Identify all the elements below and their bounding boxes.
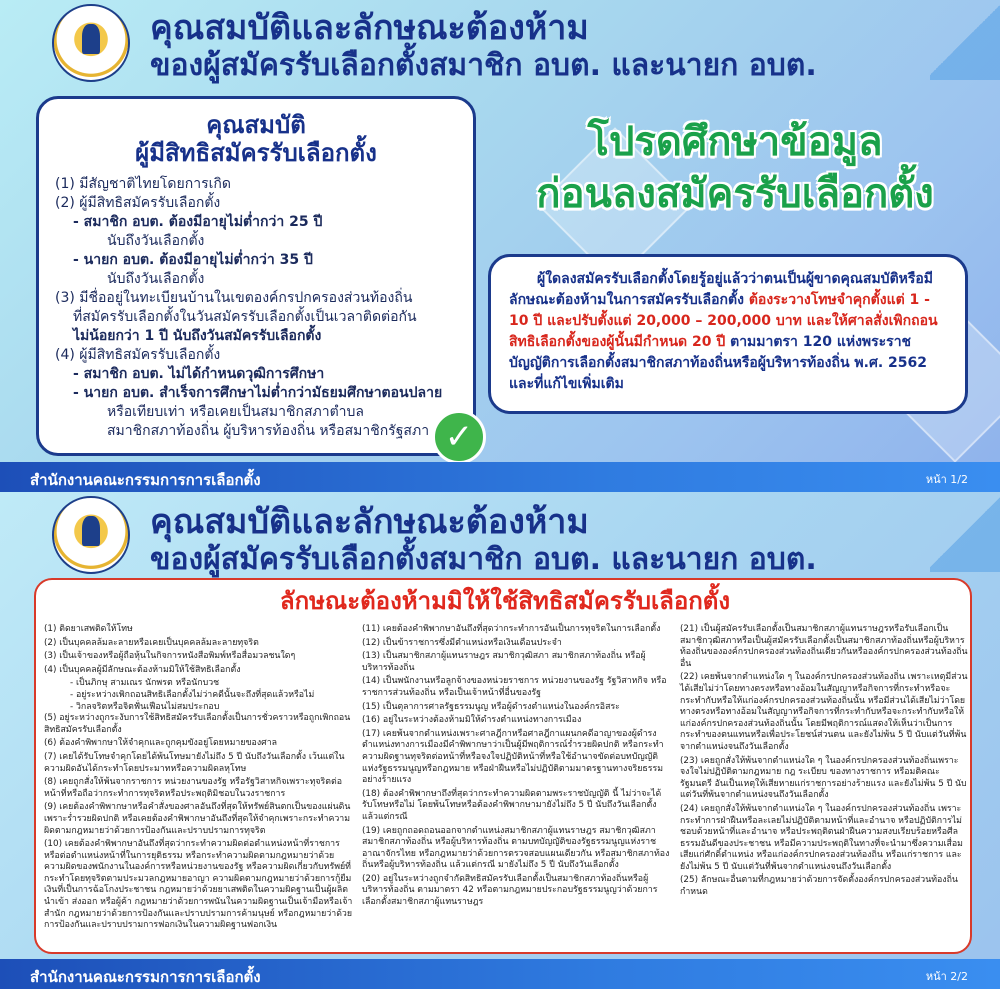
prohibitions-heading: ลักษณะต้องห้ามมิให้ใช้สิทธิสมัครรับเลือกตั้ง — [279, 587, 731, 615]
list-item: (25) ลักษณะอื่นตามที่กฎหมายว่าด้วยการจัดตั้งองค์กรปกครองส่วนท้องถิ่นกำหนด — [680, 875, 958, 898]
list-item: (7) เคยได้รับโทษจำคุกโดยได้พ้นโทษมายังไม่ถึง 5 ปี นับถึงวันเลือกตั้ง เว้นแต่ในความผิดอันได้กระทำโดยประมาทหรือความผิดลหุโทษ — [44, 751, 345, 774]
page-number: หน้า 2/2 — [925, 970, 968, 983]
slide-prohibitions — [0, 492, 1000, 989]
prohibitions-card — [34, 578, 972, 954]
list-item: (2) เป็นบุคคลล้มละลายหรือเคยเป็นบุคคลล้มละลายทุจริต — [44, 637, 259, 648]
footer-bar — [0, 462, 1000, 492]
list-item: (21) เป็นผู้สมัครรับเลือกตั้งเป็นสมาชิกสภาผู้แทนราษฎรหรือรับเลือกเป็นสมาชิกวุฒิสภาหรือเป็นผู้สมัครรับเลือกตั้งเป็นสมาชิกสภาท้องถิ่นหรือผู้บริหารท้องถิ่นขององค์กรปกครองส่วนท้องถิ่นเดียวกันหรือองค์กรปกครองส่วนท้องถิ่นอื่น — [680, 624, 968, 669]
list-item: (15) เป็นตุลาการศาลรัฐธรรมนูญ หรือผู้ดำรงตำแหน่งในองค์กรอิสระ — [362, 701, 620, 712]
footer-organization: สำนักงานคณะกรรมการการเลือกตั้ง — [30, 968, 261, 986]
callout-line-1: โปรดศึกษาข้อมูล — [587, 119, 883, 165]
check-circle-icon: ✓ — [432, 410, 486, 464]
title-line-2: ของผู้สมัครรับเลือกตั้งสมาชิก อบต. และนายก อบต. — [150, 542, 817, 577]
ect-logo-icon — [52, 4, 130, 82]
prohibitions-column-3 — [680, 624, 968, 901]
list-item: (14) เป็นพนักงานหรือลูกจ้างของหน่วยราชการ หน่วยงานของรัฐ รัฐวิสาหกิจ หรือราชการส่วนท้องถิ่น หรือเป็นเจ้าหน้าที่อื่นของรัฐ — [362, 676, 667, 698]
list-item: (9) เคยต้องคำพิพากษาหรือคำสั่งของศาลอันถึงที่สุดให้ทรัพย์สินตกเป็นของแผ่นดินเพราะร่ำรวยผิดปกติ หรือเคยต้องคำพิพากษาอันถึงที่สุดให้จำคุกเพราะกระทำความผิดตามกฎหมายว่าด้วยการป้องกันและปราบปรามการทุจริต — [44, 802, 351, 836]
list-item: สมาชิกสภาท้องถิ่น ผู้บริหารท้องถิ่น หรือสมาชิกรัฐสภา — [107, 423, 430, 439]
page-title — [150, 8, 817, 84]
list-item: (19) เคยถูกถอดถอนออกจากตำแหน่งสมาชิกสภาผู้แทนราษฎร สมาชิกวุฒิสภา สมาชิกสภาท้องถิ่น หรือผู้บริหารท้องถิ่น ตามบทบัญญัติของรัฐธรรมนูญแห่งราชอาณาจักรไทย หรือกฎหมายว่าด้วยการตรวจสอบแผนเดียวกัน หรือสมาชิกสภาท้องถิ่นหรือผู้บริหารท้องถิ่น แล้วแต่กรณี มายังไม่ถึง 5 ปี นับถึงวันเลือกตั้ง — [362, 825, 670, 871]
list-item: - สมาชิก อบต. ต้องมีอายุไม่ต่ำกว่า 25 ปี — [73, 214, 323, 230]
list-item: (18) ต้องคำพิพากษาถึงที่สุดว่ากระทำความผิดตามพระราชบัญญัติ นี้ ไม่ว่าจะได้รับโทษหรือไม่ โดยพ้นโทษหรือต้องคำพิพากษามายังไม่ถึง 5 ปี นับถึงวันเลือกตั้ง แล้วแต่กรณี — [362, 788, 662, 822]
list-item: นับถึงวันเลือกตั้ง — [107, 233, 205, 249]
list-item: - สมาชิก อบต. ไม่ได้กำหนดวุฒิการศึกษา — [73, 366, 325, 382]
list-item: (22) เคยพ้นจากตำแหน่งใด ๆ ในองค์กรปกครองส่วนท้องถิ่น เพราะเหตุมีส่วนได้เสียไม่ว่าโดยทางตรงหรือทางอ้อมในสัญญาหรือกิจการที่กระทำหรือจะกระทำกับหรือให้แก่องค์กรปกครองส่วนท้องถิ่นนั้น หรือมีส่วนได้เสียไม่ว่าโดยทางตรงหรือทางอ้อมในสัญญาหรือกิจการที่กระทำกับหรือจะกระทำกับหรือให้แก่องค์กรปกครองส่วนท้องถิ่นนั้น โดยมีพฤติการณ์แสดงให้เห็นว่าเป็นการกระทำของตนแทนหรือเพื่อประโยชน์ส่วนตน และยังไม่พ้น 5 ปี นับแต่วันที่พ้นจากตำแหน่งจนถึงวันเลือกตั้ง — [680, 672, 968, 752]
list-item: (24) เคยถูกสั่งให้พ้นจากตำแหน่งใด ๆ ในองค์กรปกครองส่วนท้องถิ่น เพราะกระทำการฝ่าฝืนหรือละเลยไม่ปฏิบัติตามหน้าที่และอำนาจ หรือปฏิบัติการไม่ชอบด้วยหน้าที่และอำนาจ หรือประพฤติตนฝ่าฝืนความสงบเรียบร้อยหรือศีลธรรมอันดีของประชาชน หรือมีความประพฤติในทางที่จะนำมาซึ่งความเสื่อมเสียแก่ศักดิ์ตำแหน่ง หรือแก่องค์กรปกครองส่วนท้องถิ่น หรือแก่ราชการ และยังไม่พ้น 5 ปี นับแต่วันที่พ้นจากตำแหน่งจนถึงวันเลือกตั้ง — [680, 803, 963, 872]
qualifications-subheading: ผู้มีสิทธิสมัครรับเลือกตั้ง — [135, 139, 377, 167]
list-item: (4) เป็นบุคคลผู้มีลักษณะต้องห้ามมิให้ใช้สิทธิเลือกตั้ง — [44, 664, 241, 675]
study-info-callout — [490, 116, 980, 220]
footer-bar — [0, 959, 1000, 989]
list-item: (5) อยู่ระหว่างถูกระงับการใช้สิทธิสมัครรับเลือกตั้งเป็นการชั่วคราวหรือถูกเพิกถอนสิทธิสมัครรับเลือกตั้ง — [44, 713, 351, 735]
ect-logo-icon — [52, 496, 130, 574]
list-item: ไม่น้อยกว่า 1 ปี นับถึงวันสมัครรับเลือกตั้ง — [73, 328, 322, 344]
list-item: นับถึงวันเลือกตั้ง — [107, 271, 205, 287]
warning-law-text: ตามมาตรา 120 แห่งพระราชบัญญัติการเลือกตั้งสมาชิกสภาท้องถิ่นหรือผู้บริหารท้องถิ่น พ.ศ. 2562 และที่แก้ไขเพิ่มเติม — [509, 334, 927, 392]
title-line-1: คุณสมบัติและลักษณะต้องห้าม — [150, 502, 589, 542]
warning-penalty-text: ต้องระวางโทษจำคุกตั้งแต่ 1 - 10 ปี และปรับตั้งแต่ 20,000 – 200,000 บาท และให้ศาลสั่งเพิกถอนสิทธิเลือกตั้งของผู้นั้นมีกำหนด 20 ปี — [509, 292, 938, 350]
qualifications-card — [36, 96, 476, 456]
list-item: (3) มีชื่ออยู่ในทะเบียนบ้านในเขตองค์กรปกครองส่วนท้องถิ่น — [55, 290, 413, 306]
list-item: (1) มีสัญชาติไทยโดยการเกิด — [55, 176, 231, 192]
list-item: - นายก อบต. ต้องมีอายุไม่ต่ำกว่า 35 ปี — [73, 252, 313, 268]
penalty-warning-card — [488, 254, 968, 414]
list-item: (10) เคยต้องคำพิพากษาอันถึงที่สุดว่ากระทำความผิดต่อตำแหน่งหน้าที่ราชการหรือต่อตำแหน่งหน้าที่ในการยุติธรรม หรือกระทำความผิดตามกฎหมายว่าด้วยความผิดของพนักงานในองค์การหรือหน่วยงานของรัฐ หรือความผิดเกี่ยวกับทรัพย์ที่กระทำโดยทุจริตตามประมวลกฎหมายอาญา ความผิดตามกฎหมายว่าด้วยการกู้ยืมเงินที่เป็นการฉ้อโกงประชาชน กฎหมายว่าด้วยยาเสพติดในความผิดฐานเป็นผู้ผลิต นำเข้า ส่งออก หรือผู้ค้า กฎหมายว่าด้วยการพนันในความผิดฐานเป็นเจ้ามือหรือเจ้าสำนัก กฎหมายว่าด้วยการป้องกันและปราบปรามการค้ามนุษย์ หรือกฎหมายว่าด้วยการป้องกันและปราบปรามการฟอกเงินในความผิดฐานฟอกเงิน — [44, 839, 353, 931]
footer-organization: สำนักงานคณะกรรมการการเลือกตั้ง — [30, 471, 261, 489]
slide-qualifications — [0, 0, 1000, 492]
page-title — [150, 502, 817, 578]
prohibitions-column-2 — [362, 624, 670, 911]
decorative-corner — [930, 0, 1000, 80]
list-item: (4) ผู้มีสิทธิสมัครรับเลือกตั้ง — [55, 347, 221, 363]
list-item: ที่สมัครรับเลือกตั้งในวันสมัครรับเลือกตั้งเป็นเวลาติดต่อกัน — [73, 309, 417, 325]
qualifications-list — [55, 175, 457, 441]
list-item: (13) เป็นสมาชิกสภาผู้แทนราษฎร สมาชิกวุฒิสภา สมาชิกสภาท้องถิ่น หรือผู้บริหารท้องถิ่น — [362, 651, 646, 673]
decorative-corner — [930, 492, 1000, 572]
list-item: (6) ต้องคำพิพากษาให้จำคุกและถูกคุมขังอยู่โดยหมายของศาล — [44, 738, 278, 749]
list-item: (1) ติดยาเสพติดให้โทษ — [44, 624, 133, 634]
list-subitem: - อยู่ระหว่างเพิกถอนสิทธิเลือกตั้งไม่ว่าคดีนั้นจะถึงที่สุดแล้วหรือไม่ — [70, 689, 315, 700]
list-item: (17) เคยพ้นจากตำแหน่งเพราะศาลฎีกาหรือศาลฎีกาแผนกคดีอาญาของผู้ดำรงตำแหน่งทางการเมืองมีคำพิพากษาว่าเป็นผู้มีพฤติการณ์ร่ำรวยผิดปกติ หรือกระทำความผิดฐานทุจริตต่อหน้าที่หรือจงใจปฏิบัติหน้าที่หรือใช้อำนาจขัดต่อบทบัญญัติแห่งรัฐธรรมนูญหรือกฎหมาย หรือฝ่าฝืนหรือไม่ปฏิบัติตามมาตรฐานทางจริยธรรมอย่างร้ายแรง — [362, 728, 664, 786]
list-item: (20) อยู่ในระหว่างถูกจำกัดสิทธิสมัครรับเลือกตั้งเป็นสมาชิกสภาท้องถิ่นหรือผู้บริหารท้องถิ่น ตามมาตรา 42 หรือตามกฎหมายประกอบรัฐธรรมนูญว่าด้วยการเลือกตั้งสมาชิกสภาผู้แทนราษฎร — [362, 873, 658, 908]
list-item: (2) ผู้มีสิทธิสมัครรับเลือกตั้ง — [55, 195, 221, 211]
title-line-2: ของผู้สมัครรับเลือกตั้งสมาชิก อบต. และนายก อบต. — [150, 48, 817, 83]
page-number: หน้า 1/2 — [925, 473, 968, 486]
list-item: (23) เคยถูกสั่งให้พ้นจากตำแหน่งใด ๆ ในองค์กรปกครองส่วนท้องถิ่นเพราะจงใจไม่ปฏิบัติตามกฎหมาย กฎ ระเบียบ ของทางราชการ หรือมติคณะรัฐมนตรี อันเป็นเหตุให้เสียหายแก่ราชการอย่างร้ายแรง และยังไม่พ้น 5 ปี นับแต่วันที่พ้นจากตำแหน่งจนถึงวันเลือกตั้ง — [680, 755, 967, 801]
qualifications-heading: คุณสมบัติ — [206, 111, 306, 139]
title-line-1: คุณสมบัติและลักษณะต้องห้าม — [150, 8, 589, 48]
list-item: (16) อยู่ในระหว่างต้องห้ามมิให้ดำรงตำแหน่งทางการเมือง — [362, 715, 582, 726]
list-item: (3) เป็นเจ้าของหรือผู้ถือหุ้นในกิจการหนังสือพิมพ์หรือสื่อมวลชนใดๆ — [44, 651, 296, 662]
prohibitions-column-1 — [44, 624, 354, 934]
list-subitem: - เป็นภิกษุ สามเณร นักพรต หรือนักบวช — [70, 678, 220, 689]
list-item: (8) เคยถูกสั่งให้พ้นจากราชการ หน่วยงานของรัฐ หรือรัฐวิสาหกิจเพราะทุจริตต่อหน้าที่หรือถือว่ากระทำการทุจริตหรือประพฤติมิชอบในวงราชการ — [44, 777, 342, 799]
list-item: หรือเทียบเท่า หรือเคยเป็นสมาชิกสภาตำบล — [107, 404, 365, 420]
list-item: (12) เป็นข้าราชการซึ่งมีตำแหน่งหรือเงินเดือนประจำ — [362, 637, 562, 648]
list-item: (11) เคยต้องคำพิพากษาอันถึงที่สุดว่ากระทำการอันเป็นการทุจริตในการเลือกตั้ง — [362, 624, 661, 634]
list-subitem: - วิกลจริตหรือจิตฟั่นเฟือนไม่สมประกอบ — [70, 701, 220, 712]
callout-line-2: ก่อนลงสมัครรับเลือกตั้ง — [536, 171, 934, 217]
warning-text: ผู้ใดลงสมัครรับเลือกตั้งโดยรู้อยู่แล้วว่าตนเป็นผู้ขาดคุณสมบัติหรือมีลักษณะต้องห้ามในการสมัครรับเลือกตั้ง — [509, 271, 934, 308]
list-item: - นายก อบต. สำเร็จการศึกษาไม่ต่ำกว่ามัธยมศึกษาตอนปลาย — [73, 385, 443, 401]
